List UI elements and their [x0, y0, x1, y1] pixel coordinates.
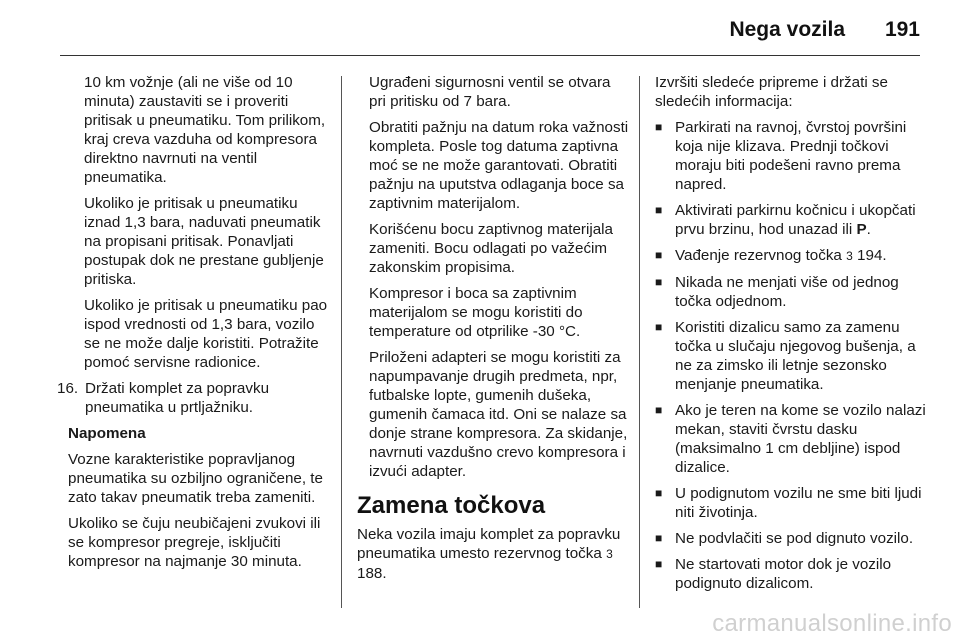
bullet-icon: ■ [655, 403, 663, 417]
bullet-icon: ■ [655, 486, 663, 500]
column-2 [357, 73, 629, 590]
list-item: ■ Koristiti dizalicu samo za zamenu točka u slučaju njegovog bušenja, a ne za zimsko ili letnje sezonsko menjanje pneumatika. [655, 319, 916, 393]
bullet-icon: ■ [655, 120, 663, 134]
note-paragraph-2: Ukoliko se čuju neubičajeni zvukovi ili se kompresor pregreje, isključiti kompresor na najmanje 30 minuta. [68, 515, 321, 570]
page-ref-link[interactable]: 194. [857, 247, 887, 264]
page-ref-icon: 3 [606, 547, 613, 561]
list-item: ■ Vađenje rezervnog točka 3 194. [655, 247, 887, 264]
column-divider-2 [639, 76, 640, 608]
bullet-icon: ■ [655, 557, 663, 571]
step-number: 16. [57, 380, 79, 397]
note-heading: Napomena [68, 425, 146, 442]
paragraph-disposal: Korišćenu bocu zaptivnog materijala zameniti. Bocu odlagati po važećim zakonskim propisima. [369, 221, 613, 276]
list-item: ■ Ako je teren na kome se vozilo nalazi mekan, staviti čvrstu dasku (maksimalno 1 cm debljine) ispod dizalice. [655, 402, 926, 476]
continued-paragraph-3: Ukoliko je pritisak u pneumatiku pao ispod vrednosti od 1,3 bara, vozilo se ne može dalje koristiti. Potražite pomoć servisne radionice. [84, 297, 328, 371]
list-item: ■ Parkirati na ravnoj, čvrstoj površini koja nije klizava. Prednji točkovi moraju biti podešeni ravno prema napred. [655, 119, 907, 193]
bullet-icon: ■ [655, 203, 663, 217]
step-16 [57, 379, 330, 417]
bullet-icon: ■ [655, 320, 663, 334]
paragraph-expiry: Obratiti pažnju na datum roka važnosti kompleta. Posle tog datuma zaptivna moć se ne može garantovati. Obratiti pažnju na uputstva odlaganja boce sa zaptivnim materijalom. [369, 119, 629, 212]
bullet-icon: ■ [655, 248, 663, 262]
list-item: ■ Ne startovati motor dok je vozilo podignuto dizalicom. [655, 556, 892, 592]
list-item: ■ U podignutom vozilu ne sme biti ljudi niti životinja. [655, 485, 922, 521]
step-text: Držati komplet za popravku pneumatika u prtljažniku. [85, 380, 270, 416]
continued-paragraph-2: Ukoliko je pritisak u pneumatiku iznad 1,3 bara, naduvati pneumatik na propisani pritisak. Ponavljati postupak dok ne prestane gubljenje pritiska. [84, 195, 324, 288]
column-1 [57, 73, 330, 578]
bullet-icon: ■ [655, 531, 663, 545]
note-paragraph-1: Vozne karakteristike popravljanog pneumatika su ozbiljno ograničene, te zato takav pneumatik treba zameniti. [68, 451, 323, 506]
section-intro-text: Neka vozila imaju komplet za popravku pneumatika umesto rezervnog točka [357, 526, 621, 562]
list-item: ■ Nikada ne menjati više od jednog točka odjednom. [655, 274, 899, 310]
note-block [62, 424, 330, 571]
continued-paragraph-1: 10 km vožnje (ali ne više od 10 minuta) zaustaviti se i proveriti pritisak u pneumatiku. Tom prilikom, kraj creva vazduha od kompresora direktno navrnuti na ventil pneumatika. [84, 74, 326, 186]
header-divider [60, 55, 920, 56]
preparations-intro: Izvršiti sledeće pripreme i držati se sledećih informacija: [655, 74, 888, 110]
paragraph-adapters: Priloženi adapteri se mogu koristiti za napumpavanje drugih predmeta, npr, futbalske lopte, gumenih dušeka, gumenih čamaca itd. Oni se nalaze sa donje strane kompresora. Za skidanje, navrnuti vazdušno crevo kompresora i izvući adapter. [369, 349, 628, 480]
list-item: ■ Aktivirati parkirnu kočnicu i ukopčati prvu brzinu, hod unazad ili P. [655, 202, 916, 238]
page-ref-link[interactable]: 188. [357, 565, 387, 582]
bullet-icon: ■ [655, 275, 663, 289]
section-heading: Zamena točkova [357, 492, 546, 519]
paragraph-temperature: Kompresor i boca sa zaptivnim materijalom se mogu koristiti do temperature od otprilike -30 °C. [369, 285, 583, 340]
column-divider-1 [341, 76, 342, 608]
paragraph-valve: Ugrađeni sigurnosni ventil se otvara pri pritisku od 7 bara. [369, 74, 611, 110]
section-intro [357, 525, 629, 583]
column-3 [655, 73, 930, 600]
page-title: Nega vozila [729, 18, 845, 41]
list-item: ■ Ne podvlačiti se pod dignuto vozilo. [655, 530, 914, 547]
page-number: 191 [884, 18, 920, 41]
page-header [0, 0, 960, 62]
watermark: carmanualsonline.info [712, 610, 952, 637]
page-ref-icon: 3 [846, 249, 853, 263]
gear-p-symbol: P [856, 221, 867, 238]
